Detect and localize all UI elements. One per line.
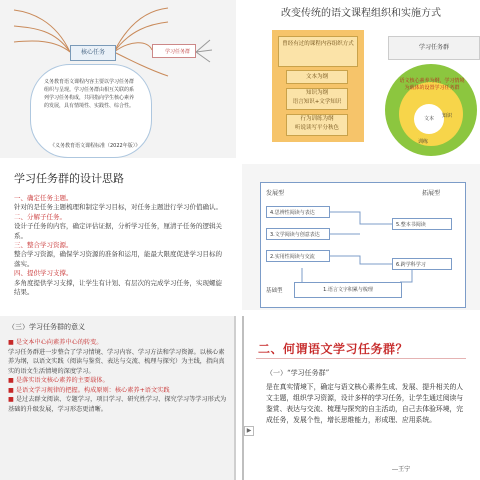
center-node: 核心任务 [70,45,116,61]
step-text: 设计子任务的内容，确定评估证据，分析学习任务，厘清子任务的逻辑关系。 [14,222,222,240]
center-label-text: 文本 [423,116,434,122]
subsection-heading: （一）“学习任务群” [266,369,330,377]
list-item-text: 是落实语文核心素养的主要载体。 [15,377,109,384]
node-language-accumulation: 1.语言文字积累与梳理 [294,282,402,298]
significance-list [8,338,230,414]
list-item-text: 是文本中心向素养中心的转变。 [15,339,103,346]
definition-text: 是在真实情境下，确定与语文核心素养生成、发展、提升相关的人文主题，组织学习资源，设计多样的学习任务，让学生通过阅读与鉴赏、表达与交流、梳理与探究的自主活动，自己去体验环境，完成任务，发展个性，增长思维能力，形成理、应用系统。 [266,383,464,424]
quote-source: 《义务教育语文课程标准（2022年版）》 [50,143,141,149]
list-item-text: 是过去群文阅读、专题学习，项目学习、研究性学习、探究学习等学习形式为基础的升级发展，学习形态更清晰。 [8,396,227,413]
bullet-icon: ■ [8,339,14,346]
bullet-icon: ■ [8,377,14,384]
slide-title: 改变传统的语文课程组织和实施方式 [281,8,441,19]
node-literary-reading: 3.文学阅读与创意表达 [266,228,330,240]
step-text: 针对的是任务主题梳理和制定学习目标，对任务主题进行学习价值确认。 [14,203,222,212]
node-critical-reading: 4.思辨性阅读与表达 [266,206,330,218]
title-underline [256,358,466,359]
author-signature: ---王宁 [392,466,411,473]
knowledge-outline-box: 知识为纲 语言知识+文学知识 [286,88,348,110]
bullet-icon: ■ [8,386,14,394]
divider [242,316,244,480]
list-item [8,395,230,414]
node-whole-book: 5.整本书阅读 [392,218,452,230]
list-item-text: 是语文学习规律的把握。构成原则：核心素养+语文实践 [15,386,170,394]
list-item [8,338,230,348]
base-label: 基础型 [266,288,283,294]
center-circle [414,104,444,134]
old-organization-header: 曾经有过的课程内容组织方式 [278,36,358,67]
text-outline-box: 文本为纲 [286,70,348,84]
list-item [8,376,230,386]
section-heading: （三）学习任务群的意义 [8,323,85,331]
play-icon[interactable]: ▶ [244,426,254,436]
step-text: 多角度提供学习支撑，让学生有计划、有层次的完成学习任务，实现螺旋结果。 [14,278,222,297]
definition-slide [242,316,480,480]
list-item [8,386,230,396]
slide-title: 学习任务群的设计思路 [14,172,124,185]
standards-quote: 义务教育语文课程内容主要以学习任务群组织与呈现。学习任务群由相互关联的系列学习任务构成，共同指向学生核心素养的发展，具有情境性、实践性、综合性。 [44,79,135,109]
task-group-tag: 学习任务群 [152,44,196,58]
step-heading: 四、提供学习支撑。 [14,269,73,278]
step-heading: 三、整合学习资源。 [14,241,73,250]
design-ideas-slide [0,164,236,310]
center-label-knowledge: 知识 [442,113,453,119]
step-text: 整合学习资源，确保学习资源的准备和运用，能最大限度促进学习目标的落实。 [14,250,222,268]
node-interdisciplinary: 6.跨学科学习 [392,258,452,270]
training-outline-box: 行为训练为纲 听说读写平分秋色 [286,114,348,136]
design-steps [14,194,226,297]
curriculum-org-slide [242,0,480,158]
bullet-icon: ■ [8,396,14,403]
node-practical-reading: 2.实用性阅读与交流 [266,250,330,262]
ring-text: 语文核心素养为纲，学习情境为载体的设置学习任务群 [399,78,465,91]
scrollbar[interactable] [234,316,236,480]
step-heading: 二、分解子任务。 [14,212,66,221]
column-header-extended: 拓展型 [422,190,441,197]
step-heading: 一、确定任务主题。 [14,194,73,202]
slide-title: 二、何谓语文学习任务群？ [258,342,409,356]
mindmap-slide [0,0,236,158]
list-item: 学习任务群进一步整合了学习情境、学习内容、学习方法和学习资源。以核心素养为纲，以语文实践（阅读与鉴赏、表达与交流、梳理与探究）为主线，指向真实的语文生活情境的深度学习。 [8,348,225,375]
significance-slide [0,316,236,480]
center-label-training: 训练 [418,139,429,145]
column-header-developmental: 发展型 [266,190,285,197]
task-group-structure-slide [242,164,480,310]
task-group-label: 学习任务群 [388,36,480,60]
